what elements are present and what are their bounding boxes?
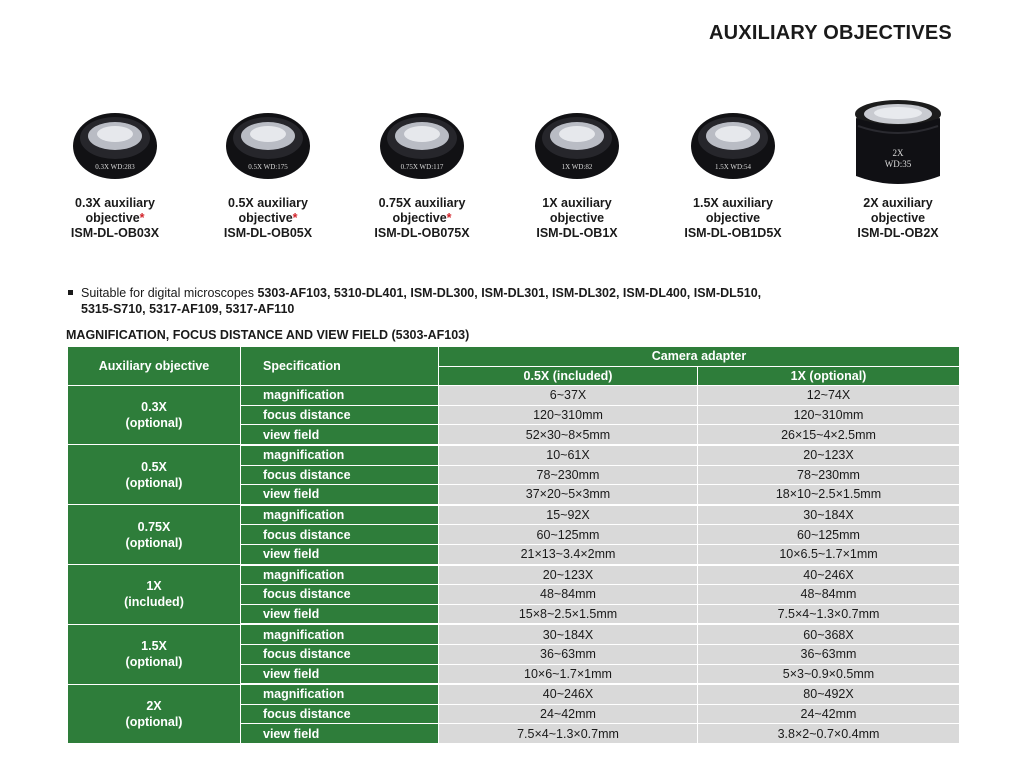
spec-label: view field	[241, 485, 439, 505]
product-caption	[347, 196, 497, 241]
product-name: 0.5X auxiliary	[228, 196, 308, 210]
product-caption	[658, 196, 808, 241]
value-cell: 37×20~5×3mm	[439, 485, 698, 505]
product-type: objective*	[85, 211, 145, 225]
header-auxiliary-objective: Auxiliary objective	[68, 347, 241, 386]
value-cell: 20~123X	[698, 445, 960, 465]
value-cell: 24~42mm	[698, 704, 960, 724]
value-cell: 40~246X	[439, 684, 698, 704]
page-title: AUXILIARY OBJECTIVES	[709, 22, 952, 44]
value-cell: 5×3~0.9×0.5mm	[698, 664, 960, 684]
lens-engraving: 0.75X WD:117	[400, 163, 444, 171]
section-title: MAGNIFICATION, FOCUS DISTANCE AND VIEW FIELD (5303-AF103)	[66, 328, 470, 342]
objective-status: (optional)	[125, 475, 183, 490]
objective-cell	[68, 624, 241, 684]
spec-label: view field	[241, 425, 439, 445]
product-caption	[502, 196, 652, 241]
product-type: objective	[870, 211, 926, 225]
spec-label: magnification	[241, 565, 439, 585]
value-cell: 48~84mm	[439, 585, 698, 605]
objective-lens-image	[529, 96, 625, 194]
product-name: 2X auxiliary	[863, 196, 933, 210]
note-models-line2: 5315-S710, 5317-AF109, 5317-AF110	[81, 302, 295, 316]
spec-label: focus distance	[241, 585, 439, 605]
product-code: ISM-DL-OB1D5X	[684, 226, 782, 240]
value-cell: 60~125mm	[698, 525, 960, 545]
spec-label: view field	[241, 604, 439, 624]
product-code: ISM-DL-OB1X	[536, 226, 618, 240]
product-caption	[40, 196, 190, 241]
compatibility-note	[68, 285, 888, 317]
product-card	[40, 96, 190, 241]
value-cell: 10~61X	[439, 445, 698, 465]
product-code: ISM-DL-OB03X	[70, 226, 160, 240]
note-models-line1: 5303-AF103, 5310-DL401, ISM-DL300, ISM-DL301, ISM-DL302, ISM-DL400, ISM-DL510,	[257, 286, 762, 300]
lens-engraving: WD:35	[884, 159, 912, 169]
value-cell: 80~492X	[698, 684, 960, 704]
product-name: 1.5X auxiliary	[693, 196, 773, 210]
value-cell: 36~63mm	[698, 644, 960, 664]
value-cell: 10×6~1.7×1mm	[439, 664, 698, 684]
spec-label: view field	[241, 544, 439, 564]
objective-cell	[68, 386, 241, 445]
spec-label: magnification	[241, 386, 439, 406]
spec-label: magnification	[241, 505, 439, 525]
product-code: ISM-DL-OB075X	[374, 226, 470, 240]
spec-table	[67, 346, 960, 745]
lens-engraving: 2X	[892, 148, 904, 158]
product-code: ISM-DL-OB2X	[857, 226, 939, 240]
value-cell: 10×6.5~1.7×1mm	[698, 544, 960, 564]
bullet-icon	[68, 290, 73, 295]
objective-name: 2X	[146, 698, 162, 713]
header-adapter-1x: 1X (optional)	[698, 366, 960, 386]
asterisk-icon: *	[446, 211, 452, 225]
objective-cell	[68, 505, 241, 565]
lens-engraving: 1X WD:82	[561, 163, 593, 171]
objective-name: 0.3X	[141, 400, 167, 415]
table-row	[68, 505, 960, 525]
objective-cell	[68, 684, 241, 744]
product-name: 0.3X auxiliary	[75, 196, 155, 210]
value-cell: 26×15~4×2.5mm	[698, 425, 960, 445]
product-caption	[823, 196, 973, 241]
objective-name: 1X	[146, 579, 162, 594]
table-row	[68, 445, 960, 465]
objective-name: 1.5X	[141, 639, 167, 654]
objective-status: (optional)	[125, 416, 183, 431]
value-cell: 24~42mm	[439, 704, 698, 724]
value-cell: 60~125mm	[439, 525, 698, 545]
spec-label: focus distance	[241, 644, 439, 664]
header-camera-adapter: Camera adapter	[439, 347, 960, 367]
value-cell: 120~310mm	[439, 405, 698, 425]
product-card	[193, 96, 343, 241]
value-cell: 3.8×2~0.7×0.4mm	[698, 724, 960, 744]
table-row	[68, 624, 960, 644]
objective-status: (included)	[124, 595, 184, 610]
value-cell: 7.5×4~1.3×0.7mm	[698, 604, 960, 624]
product-card	[502, 96, 652, 241]
objective-name: 0.5X	[141, 459, 167, 474]
product-type: objective	[549, 211, 605, 225]
spec-label: focus distance	[241, 704, 439, 724]
value-cell: 20~123X	[439, 565, 698, 585]
value-cell: 40~246X	[698, 565, 960, 585]
note-prefix: Suitable for digital microscopes	[81, 286, 258, 300]
spec-label: view field	[241, 724, 439, 744]
spec-label: focus distance	[241, 405, 439, 425]
objective-lens-image	[685, 96, 781, 194]
product-code: ISM-DL-OB05X	[223, 226, 313, 240]
objective-status: (optional)	[125, 714, 183, 729]
lens-engraving: 0.5X WD:175	[248, 163, 288, 171]
value-cell: 48~84mm	[698, 585, 960, 605]
spec-label: focus distance	[241, 525, 439, 545]
value-cell: 78~230mm	[698, 465, 960, 485]
value-cell: 78~230mm	[439, 465, 698, 485]
product-name: 0.75X auxiliary	[378, 196, 466, 210]
value-cell: 15×8~2.5×1.5mm	[439, 604, 698, 624]
value-cell: 120~310mm	[698, 405, 960, 425]
value-cell: 6~37X	[439, 386, 698, 406]
table-row	[68, 386, 960, 406]
value-cell: 36~63mm	[439, 644, 698, 664]
table-row	[68, 684, 960, 704]
objective-cell	[68, 565, 241, 625]
product-gallery	[0, 96, 1024, 256]
spec-label: focus distance	[241, 465, 439, 485]
spec-label: view field	[241, 664, 439, 684]
asterisk-icon: *	[139, 211, 145, 225]
asterisk-icon: *	[292, 211, 298, 225]
spec-label: magnification	[241, 445, 439, 465]
product-card	[347, 96, 497, 241]
value-cell: 52×30~8×5mm	[439, 425, 698, 445]
product-card	[658, 96, 808, 241]
header-specification: Specification	[241, 347, 439, 386]
product-type: objective*	[238, 211, 298, 225]
product-card	[823, 96, 973, 241]
lens-engraving: 1.5X WD:54	[714, 163, 752, 171]
objective-name: 0.75X	[137, 519, 171, 534]
table-row	[68, 565, 960, 585]
objective-status: (optional)	[125, 655, 183, 670]
value-cell: 30~184X	[439, 624, 698, 644]
objective-lens-image	[374, 96, 470, 194]
value-cell: 15~92X	[439, 505, 698, 525]
value-cell: 7.5×4~1.3×0.7mm	[439, 724, 698, 744]
spec-label: magnification	[241, 684, 439, 704]
spec-label: magnification	[241, 624, 439, 644]
product-name: 1X auxiliary	[542, 196, 612, 210]
objective-cell	[68, 445, 241, 505]
objective-lens-image	[220, 96, 316, 194]
lens-engraving: 0.3X WD:283	[95, 163, 135, 171]
value-cell: 60~368X	[698, 624, 960, 644]
product-type: objective*	[392, 211, 452, 225]
value-cell: 18×10~2.5×1.5mm	[698, 485, 960, 505]
objective-lens-image	[67, 96, 163, 194]
header-adapter-0-5x: 0.5X (included)	[439, 366, 698, 386]
objective-lens-image	[848, 96, 948, 194]
product-type: objective	[705, 211, 761, 225]
value-cell: 30~184X	[698, 505, 960, 525]
value-cell: 21×13~3.4×2mm	[439, 544, 698, 564]
product-caption	[193, 196, 343, 241]
value-cell: 12~74X	[698, 386, 960, 406]
objective-status: (optional)	[125, 535, 183, 550]
